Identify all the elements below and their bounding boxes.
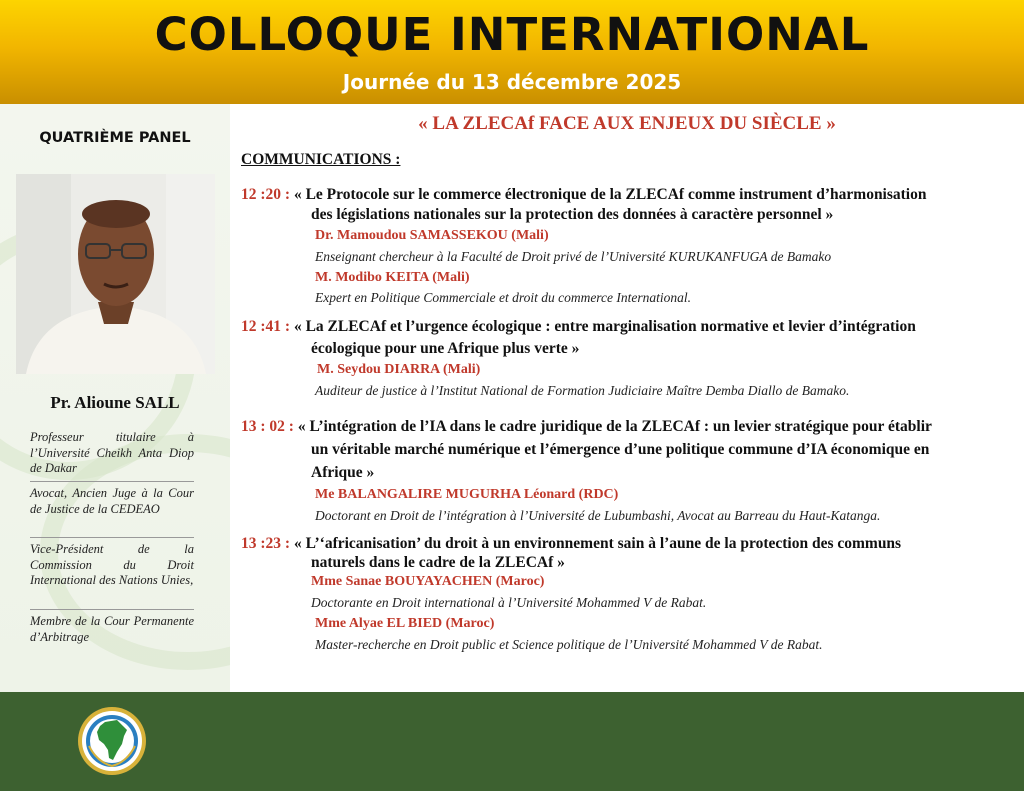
talk-title: « L’‘africanisation’ du droit à un environnement sain à l’aune de la protection des communs — [293, 535, 902, 552]
bio-item: Professeur titulaire à l’Université Cheikh Anta Diop de Dakar — [30, 430, 194, 475]
talk-title: « Le Protocole sur le commerce électronique de la ZLECAf comme instrument d’harmonisation — [293, 186, 927, 203]
talk-title-line — [241, 418, 932, 436]
speaker-sidebar — [0, 104, 230, 692]
talk-title-line: écologique pour une Afrique plus verte » — [311, 340, 580, 357]
talk-title-line: des législations nationales sur la protection des données à caractère personnel » — [311, 206, 834, 223]
speaker-name: Dr. Mamoudou SAMASSEKOU (Mali) — [315, 228, 549, 243]
program-content — [230, 104, 1024, 692]
speaker-name: Me BALANGALIRE MUGURHA Léonard (RDC) — [315, 487, 619, 502]
speaker-role: Enseignant chercheur à la Faculté de Droit privé de l’Université KURUKANFUGA de Bamako — [315, 249, 832, 264]
bio-item: Membre de la Cour Permanente d’Arbitrage — [30, 614, 194, 644]
bio-divider — [30, 481, 194, 482]
talk-time: 12 :20 : — [241, 186, 291, 203]
speaker-photo — [16, 174, 215, 374]
talk-time: 13 :23 : — [241, 535, 291, 552]
speaker-name: Mme Alyae EL BIED (Maroc) — [315, 616, 495, 631]
speaker-portrait-icon — [16, 174, 215, 374]
speaker-name: Pr. Alioune SALL — [50, 393, 180, 412]
bio-divider — [30, 609, 194, 610]
bio-divider — [30, 537, 194, 538]
speaker-role: Master-recherche en Droit public et Science politique de l’Université Mohammed V de Rabat. — [315, 637, 823, 652]
speaker-role: Expert en Politique Commerciale et droit du commerce International. — [315, 290, 692, 305]
talk-title-line: un véritable marché numérique et l’émergence d’une politique commune d’IA économique en — [311, 441, 930, 458]
speaker-role: Auditeur de justice à l’Institut National de Formation Judiciaire Maître Demba Diallo de Bamako. — [315, 383, 850, 398]
communications-heading: COMMUNICATIONS : — [241, 151, 401, 168]
speaker-name: Mme Sanae BOUYAYACHEN (Maroc) — [311, 574, 545, 589]
talk-title-line: Afrique » — [311, 464, 375, 481]
event-title: COLLOQUE INTERNATIONAL — [154, 8, 870, 61]
speaker-role: Doctorante en Droit international à l’Université Mohammed V de Rabat. — [311, 595, 707, 610]
talk-title-line — [241, 535, 901, 553]
panel-title: QUATRIÈME PANEL — [39, 130, 191, 146]
talk-title-line: naturels dans le cadre de la ZLECAf » — [311, 554, 565, 571]
talk-title-line — [241, 186, 927, 204]
talk-time: 13 : 02 : — [241, 418, 294, 435]
colloquium-theme: « LA ZLECAf FACE AUX ENJEUX DU SIÈCLE » — [418, 113, 836, 134]
speaker-name: M. Seydou DIARRA (Mali) — [317, 362, 481, 377]
event-date: Journée du 13 décembre 2025 — [342, 70, 682, 94]
bio-item: Vice-Président de la Commission du Droit International des Nations Unies, — [30, 542, 194, 587]
bio-item: Avocat, Ancien Juge à la Cour de Justice de la CEDEAO — [30, 486, 194, 516]
talk-title-line — [241, 318, 916, 336]
speaker-name: M. Modibo KEITA (Mali) — [315, 270, 470, 285]
footer-band — [0, 692, 1024, 791]
talk-title: « La ZLECAf et l’urgence écologique : entre marginalisation normative et levier d’intégration — [293, 318, 916, 335]
talk-title: « L’intégration de l’IA dans le cadre juridique de la ZLECAf : un levier stratégique pour établir — [297, 418, 932, 435]
header-banner — [0, 0, 1024, 104]
speaker-role: Doctorant en Droit de l’intégration à l’Université de Lubumbashi, Avocat au Barreau du Haut-Katanga. — [315, 508, 881, 523]
talk-time: 12 :41 : — [241, 318, 291, 335]
africa-map-emblem-icon — [77, 706, 147, 776]
